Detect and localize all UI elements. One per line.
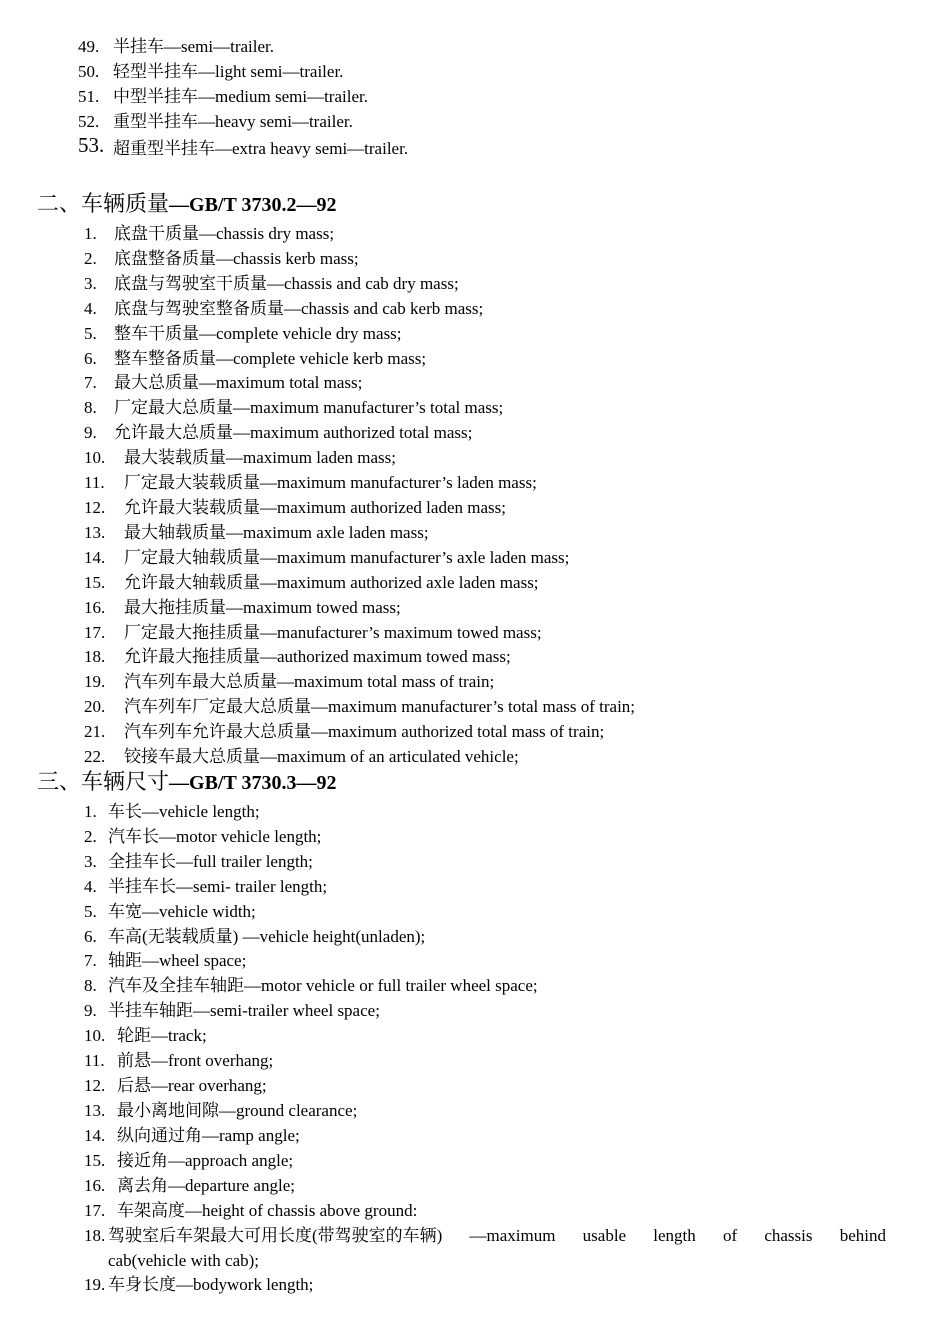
- item-text: 底盘整备质量—chassis kerb mass;: [114, 248, 359, 268]
- list-item: [78, 132, 409, 163]
- item-number: 1.: [84, 224, 97, 243]
- item-text: 汽车列车允许最大总质量—maximum authorized total mass of train;: [124, 722, 605, 742]
- justified-line: [84, 1224, 886, 1249]
- item-text: 整车干质量—complete vehicle dry mass;: [114, 323, 402, 343]
- item-text: 汽车列车厂定最大总质量—maximum manufacturer’s total mass of train;: [124, 697, 636, 717]
- item-number: 53.: [78, 132, 105, 157]
- item-number: 13.: [84, 1100, 106, 1120]
- item-number: 12.: [84, 497, 106, 517]
- item-number: 6.: [84, 926, 97, 946]
- item-number: 50.: [78, 61, 100, 81]
- item-text: 车宽—vehicle width;: [108, 901, 256, 921]
- item-text: 超重型半挂车—extra heavy semi—trailer.: [113, 138, 409, 158]
- list-item: [84, 396, 635, 421]
- list-item: [84, 1099, 538, 1124]
- item-number: 2.: [84, 826, 97, 846]
- item-number: 15.: [84, 1150, 106, 1170]
- item-text: 允许最大装载质量—maximum authorized laden mass;: [124, 497, 506, 517]
- item-word: chassis: [764, 1226, 813, 1245]
- list-item: [84, 695, 635, 720]
- list-item: [84, 621, 635, 646]
- list-item: [84, 900, 538, 925]
- list-item: [84, 546, 635, 571]
- list-item: [84, 720, 635, 745]
- item-text: 厂定最大拖挂质量—manufacturer’s maximum towed mass;: [124, 622, 542, 642]
- item-text: 后悬—rear overhang;: [117, 1075, 267, 1095]
- item-number: 17.: [84, 1200, 106, 1220]
- standard-code: —GB/T 3730.2—92: [169, 194, 337, 216]
- item-text: 全挂车长—full trailer length;: [108, 851, 313, 871]
- item-number: 18.: [84, 1226, 106, 1245]
- list-item: [84, 875, 538, 900]
- item-word: length: [653, 1226, 696, 1245]
- list-item: [84, 949, 538, 974]
- list-item: [84, 825, 538, 850]
- item-number: 9.: [84, 1001, 97, 1021]
- item-number: 15.: [84, 572, 106, 592]
- item-number: 21.: [84, 722, 106, 742]
- item-text: 重型半挂车—heavy semi—trailer.: [113, 111, 353, 131]
- list-item: [84, 645, 635, 670]
- item-text: 厂定最大装载质量—maximum manufacturer’s laden mass;: [124, 473, 537, 493]
- item-text: 轮距—track;: [117, 1026, 207, 1046]
- item-text: 底盘与驾驶室干质量—chassis and cab dry mass;: [114, 273, 459, 293]
- item-number: 19.: [84, 672, 106, 692]
- list-item: [84, 1074, 538, 1099]
- list-item: [84, 247, 635, 272]
- item-text: 汽车列车最大总质量—maximum total mass of train;: [124, 672, 495, 692]
- item-text: 允许最大拖挂质量—authorized maximum towed mass;: [124, 647, 511, 667]
- item-number: 17.: [84, 622, 106, 642]
- list-item: [84, 670, 635, 695]
- item-number: 3.: [84, 851, 97, 871]
- list-item: [84, 925, 538, 950]
- item-text: 前悬—front overhang;: [117, 1051, 274, 1071]
- list-item: [78, 110, 408, 135]
- item-number: 9.: [84, 423, 97, 443]
- list-item: [84, 446, 635, 471]
- item-number: 14.: [84, 1125, 106, 1145]
- item-number: 1.: [84, 802, 97, 821]
- list-item: [84, 850, 538, 875]
- item-number: 5.: [84, 901, 97, 921]
- item-number: 22.: [84, 747, 106, 767]
- item-word: 驾驶室后车架最大可用长度(带驾驶室的车辆): [108, 1226, 443, 1245]
- vehicle-mass-term-list: [84, 222, 635, 770]
- item-text: 离去角—departure angle;: [117, 1175, 295, 1195]
- item-text: 车高(无装载质量) —vehicle height(unladen);: [108, 926, 426, 946]
- item-text: 铰接车最大总质量—maximum of an articulated vehicle;: [124, 747, 519, 767]
- item-text: 整车整备质量—complete vehicle kerb mass;: [114, 348, 427, 368]
- item-number: 3.: [84, 273, 97, 293]
- list-item: [84, 800, 538, 825]
- item-text: 最大总质量—maximum total mass;: [114, 373, 363, 393]
- item-number: 8.: [84, 398, 97, 418]
- list-item: [84, 1273, 313, 1298]
- item-text: 轴距—wheel space;: [108, 951, 247, 971]
- item-text: 厂定最大总质量—maximum manufacturer’s total mass;: [114, 398, 504, 418]
- item-text: 最大装载质量—maximum laden mass;: [124, 448, 396, 468]
- item-text: 底盘与驾驶室整备质量—chassis and cab kerb mass;: [114, 298, 484, 318]
- item-number: 2.: [84, 248, 97, 268]
- item-text: 车架高度—height of chassis above ground:: [117, 1200, 418, 1220]
- item-number: 14.: [84, 547, 106, 567]
- section-title: 车辆尺寸: [81, 769, 170, 794]
- item-number: 7.: [84, 951, 97, 971]
- section-heading-vehicle-dimensions: [37, 768, 336, 797]
- item-continuation: cab(vehicle with cab);: [108, 1250, 260, 1270]
- list-item: [84, 745, 635, 770]
- list-item: [84, 1199, 538, 1224]
- list-item: [84, 322, 635, 347]
- item-text: 厂定最大轴载质量—maximum manufacturer’s axle laden mass;: [124, 547, 570, 567]
- item-word: of: [722, 1226, 738, 1245]
- list-item: [84, 571, 635, 596]
- item-text: 中型半挂车—medium semi—trailer.: [113, 86, 368, 106]
- list-item: [78, 35, 408, 60]
- item-number: 52.: [78, 111, 100, 131]
- item-text: 纵向通过角—ramp angle;: [117, 1125, 300, 1145]
- section-title: 车辆质量: [81, 191, 170, 216]
- list-item: [84, 596, 635, 621]
- item-number: 11.: [84, 1051, 105, 1071]
- list-item: [84, 471, 635, 496]
- item-number: 51.: [78, 86, 100, 106]
- item-word: usable: [582, 1226, 627, 1245]
- item-text: 汽车长—motor vehicle length;: [108, 826, 322, 846]
- item-text: 允许最大轴载质量—maximum authorized axle laden mass;: [124, 572, 539, 592]
- list-item: [84, 371, 635, 396]
- item-text: 最小离地间隙—ground clearance;: [117, 1100, 358, 1120]
- item-lead: [84, 1224, 442, 1249]
- item-text: 车身长度—bodywork length;: [108, 1275, 314, 1294]
- trailer-term-list: [78, 35, 408, 163]
- list-item: [84, 272, 635, 297]
- section-prefix: 二、: [37, 191, 82, 216]
- item-text: 底盘干质量—chassis dry mass;: [114, 224, 335, 243]
- item-text: 允许最大总质量—maximum authorized total mass;: [114, 423, 473, 443]
- item-number: 16.: [84, 1175, 106, 1195]
- item-text: 半挂车长—semi- trailer length;: [108, 876, 328, 896]
- list-item: [84, 1174, 538, 1199]
- item-number: 8.: [84, 976, 97, 996]
- item-number: 12.: [84, 1075, 106, 1095]
- item-number: 20.: [84, 697, 106, 717]
- section-heading-vehicle-mass: [37, 190, 336, 219]
- section-prefix: 三、: [37, 769, 82, 794]
- item-word: behind: [839, 1226, 886, 1245]
- item-text: 车长—vehicle length;: [108, 802, 260, 821]
- item-text: 最大轴载质量—maximum axle laden mass;: [124, 522, 429, 542]
- list-item: [78, 85, 408, 110]
- item-number: 13.: [84, 522, 106, 542]
- item-number: 4.: [84, 876, 97, 896]
- item-number: 19.: [84, 1275, 106, 1294]
- list-item: [84, 496, 635, 521]
- item-number: 6.: [84, 348, 97, 368]
- item-text: 接近角—approach angle;: [117, 1150, 294, 1170]
- item-number: 5.: [84, 323, 97, 343]
- list-item: [84, 347, 635, 372]
- item-number: 11.: [84, 473, 105, 493]
- list-item: [84, 1024, 538, 1049]
- item-number: 16.: [84, 597, 106, 617]
- list-item: [84, 1124, 538, 1149]
- item-number: 18.: [84, 647, 106, 667]
- list-item-justified: [84, 1224, 886, 1274]
- list-item: [84, 1149, 538, 1174]
- item-number: 10.: [84, 1026, 106, 1046]
- item-text: 半挂车轴距—semi-trailer wheel space;: [108, 1001, 380, 1021]
- item-text: 汽车及全挂车轴距—motor vehicle or full trailer wheel space;: [108, 976, 538, 996]
- list-item: [84, 421, 635, 446]
- list-item: [78, 60, 408, 85]
- list-item: [84, 974, 538, 999]
- list-item: [84, 999, 538, 1024]
- item-number: 7.: [84, 373, 97, 393]
- list-item: [84, 521, 635, 546]
- item-number: 10.: [84, 448, 106, 468]
- item-text: 最大拖挂质量—maximum towed mass;: [124, 597, 401, 617]
- item-text: 轻型半挂车—light semi—trailer.: [113, 61, 344, 81]
- list-item: [84, 222, 635, 247]
- standard-code: —GB/T 3730.3—92: [169, 772, 337, 794]
- item-word: —maximum: [469, 1226, 556, 1245]
- item-text: 半挂车—semi—trailer.: [113, 37, 275, 56]
- list-item: [84, 297, 635, 322]
- vehicle-dimension-term-list: [84, 800, 538, 1223]
- item-number: 49.: [78, 37, 100, 56]
- list-item: [84, 1049, 538, 1074]
- item-number: 4.: [84, 298, 97, 318]
